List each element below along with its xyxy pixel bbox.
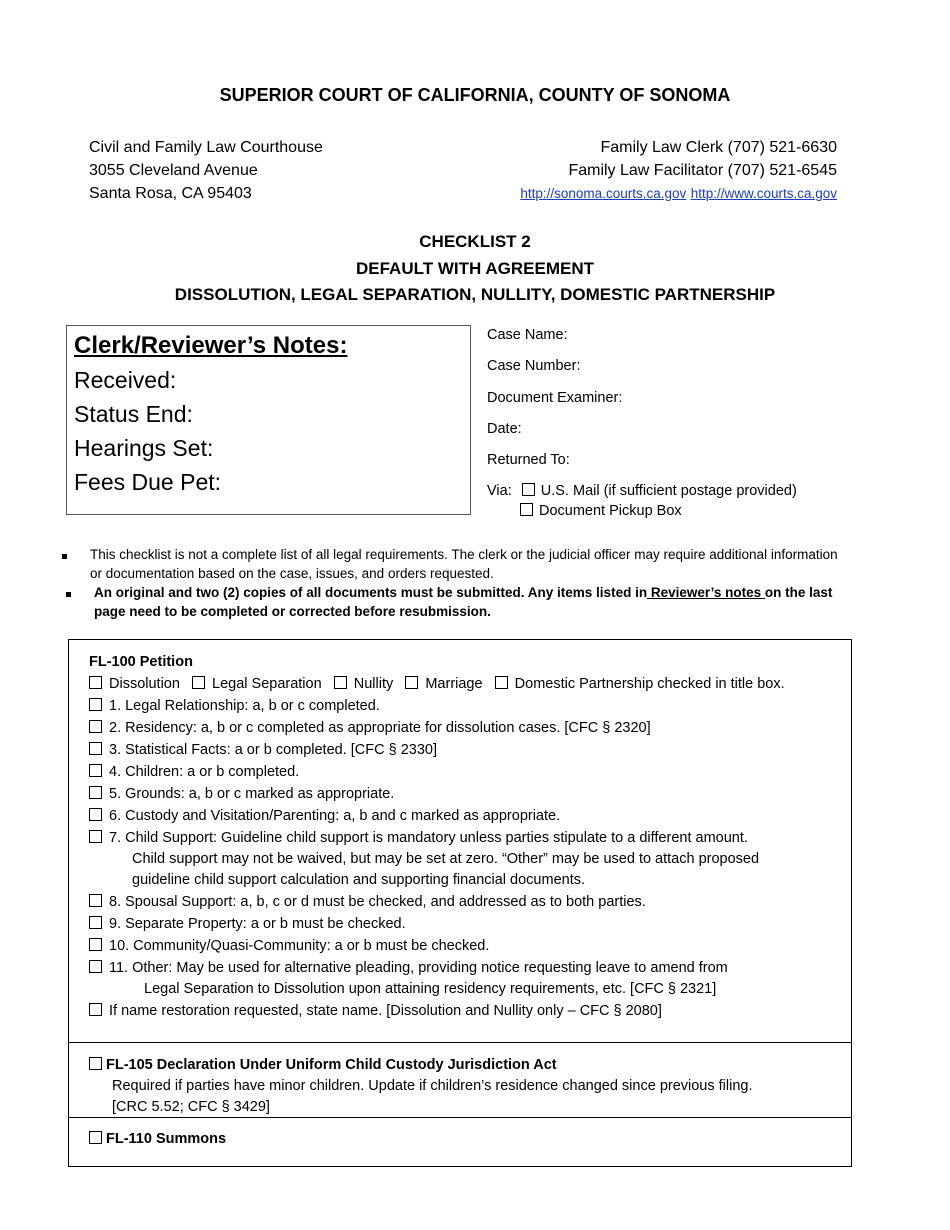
- item-continuation: Child support may not be waived, but may be set at zero. “Other” may be used to attach proposed: [132, 851, 760, 867]
- sonoma-courts-link[interactable]: http://sonoma.courts.ca.gov: [520, 186, 687, 201]
- returned-to-field: Returned To:: [487, 452, 570, 469]
- facilitator-phone: Family Law Facilitator (707) 521-6545: [568, 162, 837, 179]
- checklist-item: [89, 761, 831, 783]
- nullity-checkbox[interactable]: [334, 676, 347, 689]
- item-checkbox[interactable]: [89, 938, 102, 951]
- item-text: 5. Grounds: a, b or c marked as appropriate.: [109, 786, 395, 802]
- item-text: 7. Child Support: Guideline child support is mandatory unless parties stipulate to a different amount.: [109, 830, 748, 846]
- checklist-item: [89, 1000, 831, 1022]
- notes-heading: Clerk/Reviewer’s Notes:: [74, 332, 348, 359]
- title-box-options: [89, 673, 831, 695]
- item-text: 9. Separate Property: a or b must be checked.: [109, 916, 406, 932]
- mail-checkbox[interactable]: [522, 483, 535, 496]
- item-checkbox[interactable]: [89, 916, 102, 929]
- instruction-text: on the last page need to be completed or corrected before resubmission.: [94, 585, 833, 619]
- item-checkbox[interactable]: [89, 720, 102, 733]
- checklist-item: [89, 805, 831, 827]
- checklist-item: [89, 827, 831, 849]
- fl105-description: Required if parties have minor children. Update if children’s residence changed since previous filing.: [112, 1078, 753, 1094]
- via-mail-option: [487, 481, 797, 501]
- item-checkbox[interactable]: [89, 764, 102, 777]
- bullet-icon: [66, 583, 71, 602]
- notes-received: Received:: [74, 367, 177, 393]
- checklist-item: [89, 935, 831, 957]
- instruction-bullet: [62, 545, 852, 583]
- notes-fees-due: Fees Due Pet:: [74, 469, 222, 495]
- reviewer-notes-box: [66, 325, 471, 515]
- fl100-section: [89, 651, 831, 1022]
- court-title: SUPERIOR COURT OF CALIFORNIA, COUNTY OF SONOMA: [219, 85, 731, 105]
- option-label: Domestic Partnership checked in title box.: [514, 676, 785, 692]
- notes-status-end: Status End:: [74, 401, 193, 427]
- dissolution-checkbox[interactable]: [89, 676, 102, 689]
- fl105-title: FL-105 Declaration Under Uniform Child Custody Jurisdiction Act: [106, 1057, 557, 1073]
- ca-courts-link[interactable]: http://www.courts.ca.gov: [690, 186, 837, 201]
- pickup-label: Document Pickup Box: [539, 503, 682, 520]
- item-text: 3. Statistical Facts: a or b completed. [CFC § 2330]: [109, 742, 438, 758]
- legal-separation-checkbox[interactable]: [192, 676, 205, 689]
- case-info: [487, 325, 797, 521]
- checklist-item: [89, 717, 831, 739]
- case-number-field: Case Number:: [487, 358, 581, 375]
- domestic-partnership-checkbox[interactable]: [495, 676, 508, 689]
- mail-label: U.S. Mail (if sufficient postage provided): [540, 483, 797, 500]
- fl105-checkbox[interactable]: [89, 1057, 102, 1070]
- item-text: 11. Other: May be used for alternative pleading, providing notice requesting leave to amend from: [109, 960, 728, 976]
- document-checklist-table: [68, 639, 852, 1167]
- fl110-heading: [89, 1128, 831, 1150]
- item-checkbox[interactable]: [89, 830, 102, 843]
- item-text: 10. Community/Quasi-Community: a or b must be checked.: [109, 938, 490, 954]
- item-text: 2. Residency: a, b or c completed as appropriate for dissolution cases. [CFC § 2320]: [109, 720, 651, 736]
- date-field: Date:: [487, 420, 522, 437]
- item-text: 6. Custody and Visitation/Parenting: a, b and c marked as appropriate.: [109, 808, 561, 824]
- checklist-item: [89, 783, 831, 805]
- marriage-checkbox[interactable]: [405, 676, 418, 689]
- option-label: Nullity: [353, 676, 394, 692]
- notes-hearings-set: Hearings Set:: [74, 435, 214, 461]
- fl105-heading: [89, 1054, 831, 1076]
- document-examiner-field: Document Examiner:: [487, 389, 623, 406]
- option-label: Dissolution: [109, 676, 180, 692]
- checklist-item: [89, 739, 831, 761]
- contact-info: [520, 136, 837, 205]
- item-checkbox[interactable]: [89, 808, 102, 821]
- section-divider: [69, 1117, 851, 1118]
- item-text: If name restoration requested, state name. [Dissolution and Nullity only – CFC § 2080]: [109, 1003, 662, 1019]
- via-pickup-option: [487, 501, 797, 521]
- checklist-item: [89, 891, 831, 913]
- section-divider: [69, 1042, 851, 1043]
- checklist-title: [0, 229, 950, 309]
- item-text: 4. Children: a or b completed.: [109, 764, 300, 780]
- pickup-checkbox[interactable]: [520, 503, 533, 516]
- fl110-checkbox[interactable]: [89, 1131, 102, 1144]
- checklist-subtitle: DEFAULT WITH AGREEMENT: [356, 258, 594, 278]
- checklist-number: CHECKLIST 2: [419, 232, 531, 251]
- bullet-icon: [62, 545, 67, 564]
- instruction-text: An original and two (2) copies of all documents must be submitted. Any items listed in: [94, 585, 648, 600]
- item-checkbox[interactable]: [89, 786, 102, 799]
- clerk-phone: Family Law Clerk (707) 521-6630: [600, 139, 837, 156]
- fl105-section: [89, 1054, 831, 1118]
- checklist-case-types: DISSOLUTION, LEGAL SEPARATION, NULLITY, DOMESTIC PARTNERSHIP: [174, 285, 776, 304]
- option-label: Marriage: [425, 676, 483, 692]
- item-checkbox[interactable]: [89, 894, 102, 907]
- address-line: Santa Rosa, CA 95403: [89, 185, 252, 202]
- item-continuation: Legal Separation to Dissolution upon attaining residency requirements, etc. [CFC § 2321]: [144, 981, 717, 997]
- case-name-field: Case Name:: [487, 327, 568, 343]
- fl110-title: FL-110 Summons: [106, 1131, 227, 1147]
- address-line: Civil and Family Law Courthouse: [89, 139, 323, 156]
- item-continuation: guideline child support calculation and supporting financial documents.: [132, 872, 586, 888]
- item-text: 8. Spousal Support: a, b, c or d must be checked, and addressed as to both parties.: [109, 894, 646, 910]
- item-checkbox[interactable]: [89, 1003, 102, 1016]
- item-checkbox[interactable]: [89, 698, 102, 711]
- item-text: 1. Legal Relationship: a, b or c completed.: [109, 698, 380, 714]
- item-checkbox[interactable]: [89, 742, 102, 755]
- option-label: Legal Separation: [212, 676, 322, 692]
- instruction-text: This checklist is not a complete list of all legal requirements. The clerk or the judicial officer may require additional information or documentation based on the case, issues, and orders requested.: [90, 547, 838, 581]
- fl105-citation: [CRC 5.52; CFC § 3429]: [112, 1099, 270, 1115]
- checklist-item: [89, 957, 831, 979]
- checklist-item: [89, 913, 831, 935]
- item-checkbox[interactable]: [89, 960, 102, 973]
- via-label: Via:: [487, 483, 512, 500]
- fl100-heading: FL-100 Petition: [89, 654, 193, 670]
- courthouse-address: [89, 136, 323, 205]
- instruction-bullet: [62, 583, 852, 621]
- fl110-section: [89, 1128, 831, 1150]
- checklist-item: [89, 695, 831, 717]
- address-line: 3055 Cleveland Avenue: [89, 162, 258, 179]
- reviewers-notes-ref: Reviewer’s notes: [647, 585, 765, 600]
- instructions-list: [62, 545, 852, 621]
